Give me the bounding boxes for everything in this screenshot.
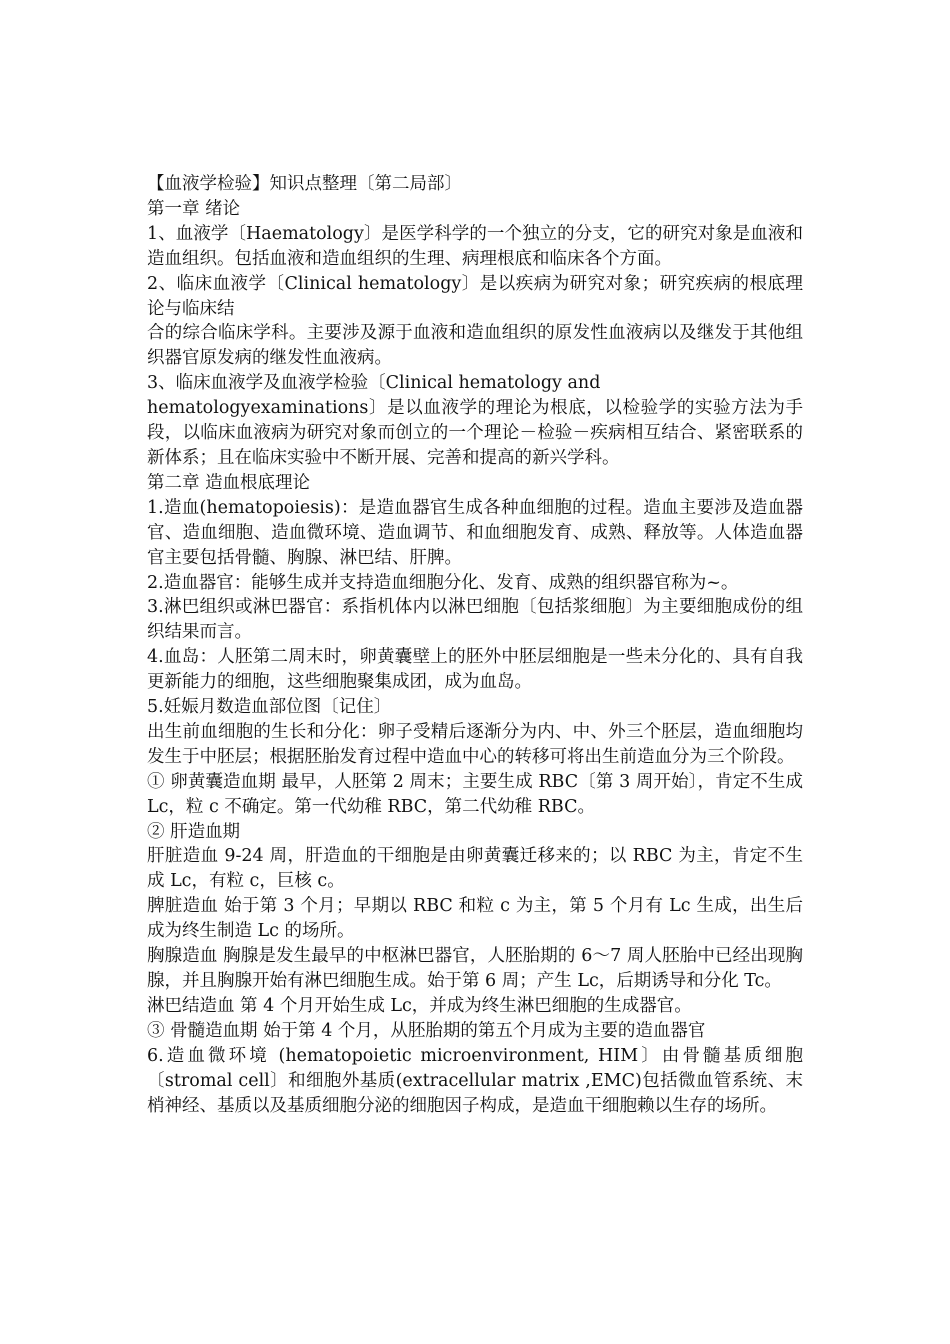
section-lymphoid-tissue: 3.淋巴组织或淋巴器官：系指机体内以淋巴细胞〔包括浆细胞〕为主要细胞成份的组织结果而言。 — [147, 597, 803, 643]
stage-liver: ② 肝造血期 — [147, 821, 241, 842]
paragraph-hematology-exam-1: 3、临床血液学及血液学检验〔Clinical hematology and — [147, 373, 601, 394]
section-microenvironment: 6.造血微环境 (hematopoietic microenvironment, HIM〕由骨髓基质细胞〔stromal cell〕和细胞外基质(extracellular matrix ,EMC)包括微血管系统、末梢神经、基质以及基质细胞分泌的细胞因子构成，是造血干细胞赖以生存的场所。 — [147, 1045, 803, 1116]
stage-bone-marrow: ③ 骨髓造血期 始于第 4 个月，从胚胎期的第五个月成为主要的造血器官 — [147, 1020, 706, 1041]
document-title: 【血液学检验】知识点整理〔第二局部〕 — [147, 174, 462, 194]
paragraph-haematology: 1、血液学〔Haematology〕是医学科学的一个独立的分支，它的研究对象是血液和造血组织。包括血液和造血组织的生理、病理根底和临床各个方面。 — [147, 223, 803, 269]
stage-yolk-sac: ① 卵黄囊造血期 最早，人胚第 2 周末；主要生成 RBC〔第 3 周开始〕，肯定不生成 Lc，粒 c 不确定。第一代幼稚 RBC，第二代幼稚 RBC。 — [147, 771, 803, 817]
document-body — [147, 172, 803, 1118]
paragraph-spleen-hematopoiesis: 脾脏造血 始于第 3 个月；早期以 RBC 和粒 c 为主，第 5 个月有 Lc 生成，出生后成为终生制造 Lc 的场所。 — [147, 896, 803, 942]
paragraph-liver-hematopoiesis: 肝脏造血 9-24 周，肝造血的干细胞是由卵黄囊迁移来的；以 RBC 为主，肯定不生成 Lc，有粒 c，巨核 c。 — [147, 846, 803, 892]
section-hematopoiesis: 1.造血(hematopoiesis)：是造血器官生成各种血细胞的过程。造血主要涉及造血器官、造血细胞、造血微环境、造血调节、和血细胞发育、成熟、释放等。人体造血器官主要包括骨髓、胸腺、淋巴结、肝脾。 — [147, 497, 803, 568]
section-hematopoietic-organs: 2.造血器官：能够生成并支持造血细胞分化、发育、成熟的组织器官称为~。 — [147, 572, 739, 593]
paragraph-thymus-hematopoiesis: 胸腺造血 胸腺是发生最早的中枢淋巴器官，人胚胎期的 6～7 周人胚胎中已经出现胸腺，并且胸腺开始有淋巴细胞生成。始于第 6 周；产生 Lc，后期诱导和分化 Tc。 — [147, 946, 803, 991]
paragraph-hematology-exam-2: hematologyexaminations〕是以血液学的理论为根底，以检验学的实验方法为手段，以临床血液病为研究对象而创立的一个理论－检验－疾病相互结合、紧密联系的新体系；且在临床实验中不断开展、完善和提高的新兴学科。 — [147, 398, 803, 468]
chapter-2-heading: 第二章 造血根底理论 — [147, 472, 311, 493]
section-pregnancy-chart: 5.妊娠月数造血部位图〔记住〕 — [147, 697, 392, 718]
section-blood-island: 4.血岛：人胚第二周末时，卵黄囊壁上的胚外中胚层细胞是一些未分化的、具有自我更新能力的细胞，这些细胞聚集成团，成为血岛。 — [147, 647, 803, 693]
chapter-1-heading: 第一章 绪论 — [147, 198, 241, 219]
paragraph-prenatal-intro: 出生前血细胞的生长和分化：卵子受精后逐渐分为内、中、外三个胚层，造血细胞均发生于中胚层；根据胚胎发育过程中造血中心的转移可将出生前造血分为三个阶段。 — [147, 721, 803, 767]
paragraph-lymph-node-hematopoiesis: 淋巴结造血 第 4 个月开始生成 Lc，并成为终生淋巴细胞的生成器官。 — [147, 995, 692, 1016]
paragraph-clinical-hematology-2: 合的综合临床学科。主要涉及源于血液和造血组织的原发性血液病以及继发于其他组织器官原发病的继发性血液病。 — [147, 323, 803, 369]
paragraph-clinical-hematology-1: 2、临床血液学〔Clinical hematology〕是以疾病为研究对象；研究疾病的根底理论与临床结 — [147, 273, 803, 319]
